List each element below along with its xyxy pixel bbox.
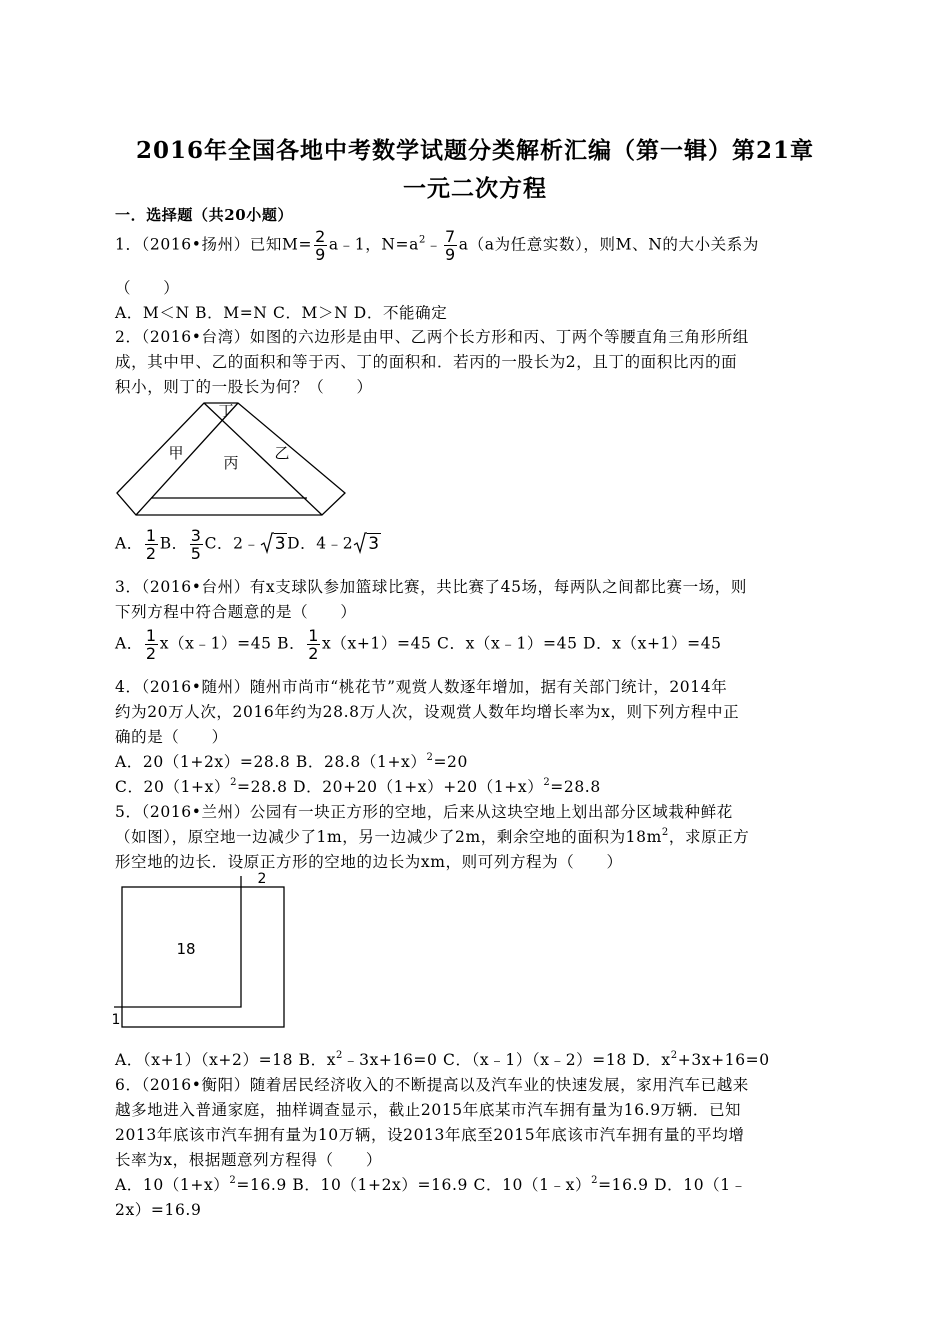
q5-line-1: 5．（2016•兰州）公园有一块正方形的空地，后来从这块空地上划出部分区域栽种鲜花 xyxy=(115,803,733,821)
q3-opt-a: A． xyxy=(115,634,143,653)
area-label: 18 xyxy=(176,940,196,958)
q2-c-sqrt xyxy=(260,534,287,554)
q1-stem xyxy=(115,228,759,263)
q1-f1-denominator: 9 xyxy=(315,245,326,264)
q2-a-fraction xyxy=(145,527,158,562)
q1-tail: a（a为任意实数），则M、N的大小关系为 xyxy=(458,235,759,254)
q6-line-4: 长率为x，根据题意列方程得（ ） xyxy=(115,1151,382,1169)
q4-opt1-b: =20 xyxy=(433,753,468,771)
dimension-two-label: 2 xyxy=(257,871,267,887)
q5-line-2a: （如图），原空地一边减少了1m，另一边减少了2m，剩余空地的面积为18m xyxy=(115,828,662,846)
q2-a-den: 2 xyxy=(145,544,157,563)
q4-opt2-sup: 2 xyxy=(230,777,238,788)
q5-square-figure xyxy=(110,870,290,1032)
q3-a-fraction xyxy=(145,627,158,662)
q4-line-2: 约为20万人次，2016年约为28.8万人次，设观赏人数年均增长率为x，则下列方程中正 xyxy=(115,703,740,721)
q5-line-2-sup: 2 xyxy=(661,827,669,838)
q2-d-sqrt xyxy=(353,534,380,554)
q6-line-1: 6．（2016•衡阳）随着居民经济收入的不断提高以及汽车业的快速发展，家用汽车已越来 xyxy=(115,1076,749,1094)
q2-opt-b: B． xyxy=(159,534,188,553)
q4-line-3: 确的是（ ） xyxy=(115,728,228,746)
q2-b-num: 3 xyxy=(190,526,202,545)
q1-fraction-1 xyxy=(314,228,327,263)
q1-sup: 2 xyxy=(418,234,426,246)
title-line-1: 2016年全国各地中考数学试题分类解析汇编（第一辑）第21章 xyxy=(135,137,815,164)
label-jia: 甲 xyxy=(168,444,184,462)
q2-opt-a: A． xyxy=(115,534,143,553)
q4-opt2-b: =28.8 D．20+20（1+x）+20（1+x） xyxy=(237,778,544,796)
q1-options: A．M＜N B．M=N C．M＞N D．不能确定 xyxy=(115,304,448,322)
q4-opt1-a: A．20（1+2x）=28.8 B．28.8（1+x） xyxy=(115,753,427,771)
q2-opt-c: C．2﹣ xyxy=(204,534,260,553)
q3-a-num: 1 xyxy=(145,626,157,645)
q3-line-2: 下列方程中符合题意的是（ ） xyxy=(115,603,357,621)
q4-options-1 xyxy=(115,750,468,772)
q2-hexagon-figure xyxy=(112,396,352,518)
q1-f2-numerator: 7 xyxy=(445,227,456,246)
q2-opt-d: D．4﹣2 xyxy=(287,534,354,553)
q3-a-text: x（x﹣1）=45 B． xyxy=(159,634,306,653)
q4-options-2 xyxy=(115,775,601,797)
q4-opt2-sup2: 2 xyxy=(543,777,551,788)
q5-sup2: 2 xyxy=(670,1050,678,1061)
q2-options xyxy=(115,527,381,562)
q3-b-num: 1 xyxy=(308,626,320,645)
q5-opt-b: ﹣3x+16=0 C．（x﹣1）（x﹣2）=18 D．x xyxy=(343,1051,671,1069)
sqrt-icon xyxy=(353,532,367,554)
q6-line-2: 越多地进入普通家庭，抽样调查显示，截止2015年底某市汽车拥有量为16.9万辆．已知 xyxy=(115,1101,742,1119)
label-ding: 丁 xyxy=(218,402,234,420)
q1-mid2: ﹣ xyxy=(425,235,443,254)
q6-options-2: 2x）=16.9 xyxy=(115,1201,202,1219)
q5-opt-c: +3x+16=0 xyxy=(677,1051,770,1069)
q3-a-den: 2 xyxy=(145,644,157,663)
q5-line-3: 形空地的边长．设原正方形的空地的边长为xm，则可列方程为（ ） xyxy=(115,853,623,871)
q3-line-1: 3．（2016•台州）有x支球队参加篮球比赛，共比赛了45场，每两队之间都比赛一场，则 xyxy=(115,578,747,596)
sqrt-icon xyxy=(260,532,274,554)
q6-line-3: 2013年底该市汽车拥有量为10万辆，设2013年底至2015年底该市汽车拥有量的平均增 xyxy=(115,1126,745,1144)
q6-opt1-a: A．10（1+x） xyxy=(115,1176,230,1194)
q5-line-2b: ，求原正方 xyxy=(668,828,750,846)
q2-line-2: 成，其中甲、乙的面积和等于丙、丁的面积和．若丙的一股长为2，且丁的面积比丙的面 xyxy=(115,353,738,371)
q2-c-radicand: 3 xyxy=(274,533,287,554)
q4-opt2-a: C．20（1+x） xyxy=(115,778,231,796)
q3-options xyxy=(115,627,722,662)
q1-text: 1．（2016•扬州）已知M= xyxy=(115,235,313,254)
section-heading: 一．选择题（共20小题） xyxy=(115,206,294,224)
q2-d-radicand: 3 xyxy=(368,533,380,554)
q2-b-den: 5 xyxy=(190,544,202,563)
q1-f2-denominator: 9 xyxy=(445,245,456,264)
title-line-2: 一元二次方程 xyxy=(403,175,547,202)
q3-b-den: 2 xyxy=(308,644,320,663)
q6-opt1-b: =16.9 B．10（1+2x）=16.9 C．10（1﹣x） xyxy=(236,1176,592,1194)
label-bing: 丙 xyxy=(223,454,239,472)
label-yi: 乙 xyxy=(274,444,290,462)
q3-b-fraction xyxy=(307,627,320,662)
q1-fraction-2 xyxy=(444,228,457,263)
q4-opt2-c: =28.8 xyxy=(550,778,601,796)
q2-a-num: 1 xyxy=(145,526,157,545)
q6-opt1-c: =16.9 D．10（1﹣ xyxy=(598,1176,747,1194)
q6-opt1-sup2: 2 xyxy=(591,1175,599,1186)
q6-options-1 xyxy=(115,1173,747,1195)
q1-paren: （ ） xyxy=(115,279,180,297)
q6-opt1-sup: 2 xyxy=(229,1175,237,1186)
q4-opt1-sup: 2 xyxy=(426,752,434,763)
q5-opt-a: A．（x+1）（x+2）=18 B．x xyxy=(115,1051,337,1069)
q1-f1-numerator: 2 xyxy=(315,227,326,246)
q2-line-3: 积小，则丁的一股长为何？（ ） xyxy=(115,378,373,396)
q3-b-text: x（x+1）=45 C．x（x﹣1）=45 D．x（x+1）=45 xyxy=(322,634,722,653)
q5-sup1: 2 xyxy=(336,1050,344,1061)
q1-mid1: a﹣1，N=a xyxy=(328,235,419,254)
q2-line-1: 2．（2016•台湾）如图的六边形是由甲、乙两个长方形和丙、丁两个等腰直角三角形所组 xyxy=(115,328,749,346)
dimension-one-label: 1 xyxy=(111,1012,121,1028)
outer-square xyxy=(122,887,284,1027)
q2-b-fraction xyxy=(190,527,203,562)
q5-options xyxy=(115,1048,770,1070)
q4-line-1: 4．（2016•随州）随州市尚市“桃花节”观赏人数逐年增加，据有关部门统计，2014年 xyxy=(115,678,728,696)
q5-line-2 xyxy=(115,825,749,847)
